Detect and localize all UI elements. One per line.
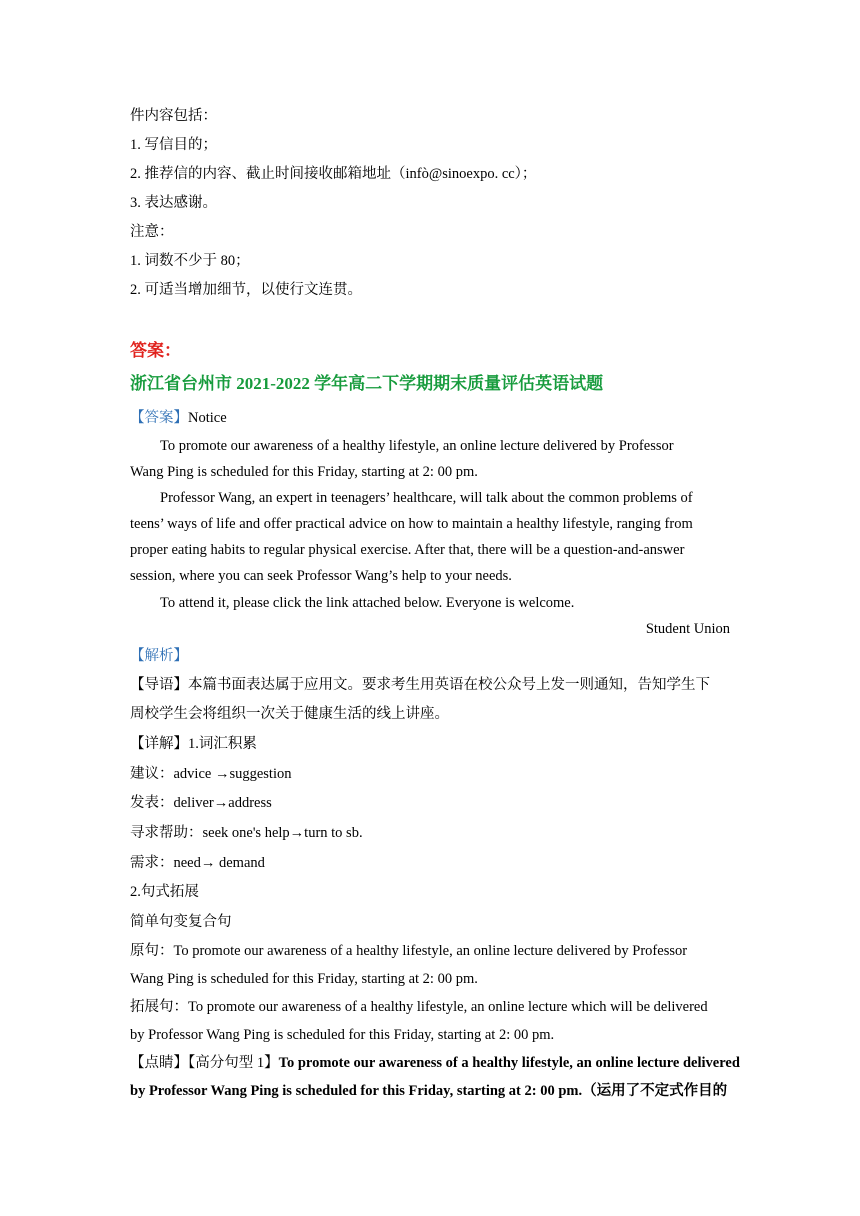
intro-item-1: 1. 写信目的；	[130, 137, 217, 153]
intro-lead: 件内容包括：	[130, 108, 217, 124]
answer-signature: Student Union	[645, 621, 730, 637]
vocab-4: 需求：need→ demand	[130, 855, 265, 871]
answer-title-line	[130, 409, 227, 427]
detail-tag: 【详解】	[130, 736, 188, 752]
point-text: To promote our awareness of a healthy lifestyle, an online lecture delivered	[278, 1055, 740, 1071]
extended-line1: 拓展句：To promote our awareness of a healthy lifestyle, an online lecture which will be delivered	[130, 999, 708, 1015]
answer-p1-line2: Wang Ping is scheduled for this Friday, starting at 2: 00 pm.	[130, 464, 478, 480]
answer-heading: 答案：	[130, 341, 181, 360]
intro-item-3: 3. 表达感谢。	[130, 195, 217, 211]
detail-line	[130, 735, 257, 753]
point-tag: 【点睛】	[130, 1055, 188, 1071]
point-label: 【高分句型 1】	[188, 1055, 279, 1071]
answer-p2-line3: proper eating habits to regular physical exercise. After that, there will be a question-and-answer	[130, 542, 685, 558]
guide-tag: 【导语】	[130, 677, 188, 693]
extended-line2: by Professor Wang Ping is scheduled for this Friday, starting at 2: 00 pm.	[130, 1027, 555, 1043]
note-item-1: 1. 词数不少于 80；	[130, 253, 250, 269]
vocab-2: 发表：deliver→address	[130, 795, 272, 811]
analysis-tag: 【解析】	[130, 648, 188, 664]
intro-item-2: 2. 推荐信的内容、截止时间接收邮箱地址（infò@sinoexpo. cc）；	[130, 166, 537, 182]
answer-tag: 【答案】	[130, 410, 188, 426]
sentence-head: 2.句式拓展	[130, 884, 199, 900]
answer-title: Notice	[188, 410, 227, 426]
guide-line2: 周校学生会将组织一次关于健康生活的线上讲座。	[130, 706, 449, 722]
detail-head: 1.词汇积累	[188, 736, 257, 752]
answer-p2-line2: teens’ ways of life and offer practical advice on how to maintain a healthy lifestyle, ranging from	[130, 516, 693, 532]
sentence-sub: 简单句变复合句	[130, 914, 232, 930]
answer-p2-line4: session, where you can seek Professor Wang’s help to your needs.	[130, 568, 512, 584]
original-line1: 原句：To promote our awareness of a healthy lifestyle, an online lecture delivered by Professor	[130, 943, 688, 959]
guide-line1	[130, 676, 710, 694]
answer-p3: To attend it, please click the link attached below. Everyone is welcome.	[160, 595, 575, 611]
guide-text: 本篇书面表达属于应用文。要求考生用英语在校公众号上发一则通知，告知学生下	[188, 677, 710, 693]
vocab-1: 建议：advice →suggestion	[130, 766, 292, 782]
vocab-3: 寻求帮助：seek one's help→turn to sb.	[130, 825, 363, 841]
note-label: 注意：	[130, 224, 174, 240]
answer-p1-line1: To promote our awareness of a healthy lifestyle, an online lecture delivered by Professor	[160, 438, 674, 454]
answer-p2-line1: Professor Wang, an expert in teenagers’ healthcare, will talk about the common problems of	[160, 490, 693, 506]
source-title: 浙江省台州市 2021-2022 学年高二下学期期末质量评估英语试题	[130, 374, 604, 393]
original-line2: Wang Ping is scheduled for this Friday, starting at 2: 00 pm.	[130, 971, 478, 987]
point-line2: by Professor Wang Ping is scheduled for this Friday, starting at 2: 00 pm.（运用了不定式作目的	[130, 1083, 728, 1099]
point-line1	[130, 1054, 740, 1072]
note-item-2: 2. 可适当增加细节，以使行文连贯。	[130, 282, 362, 298]
